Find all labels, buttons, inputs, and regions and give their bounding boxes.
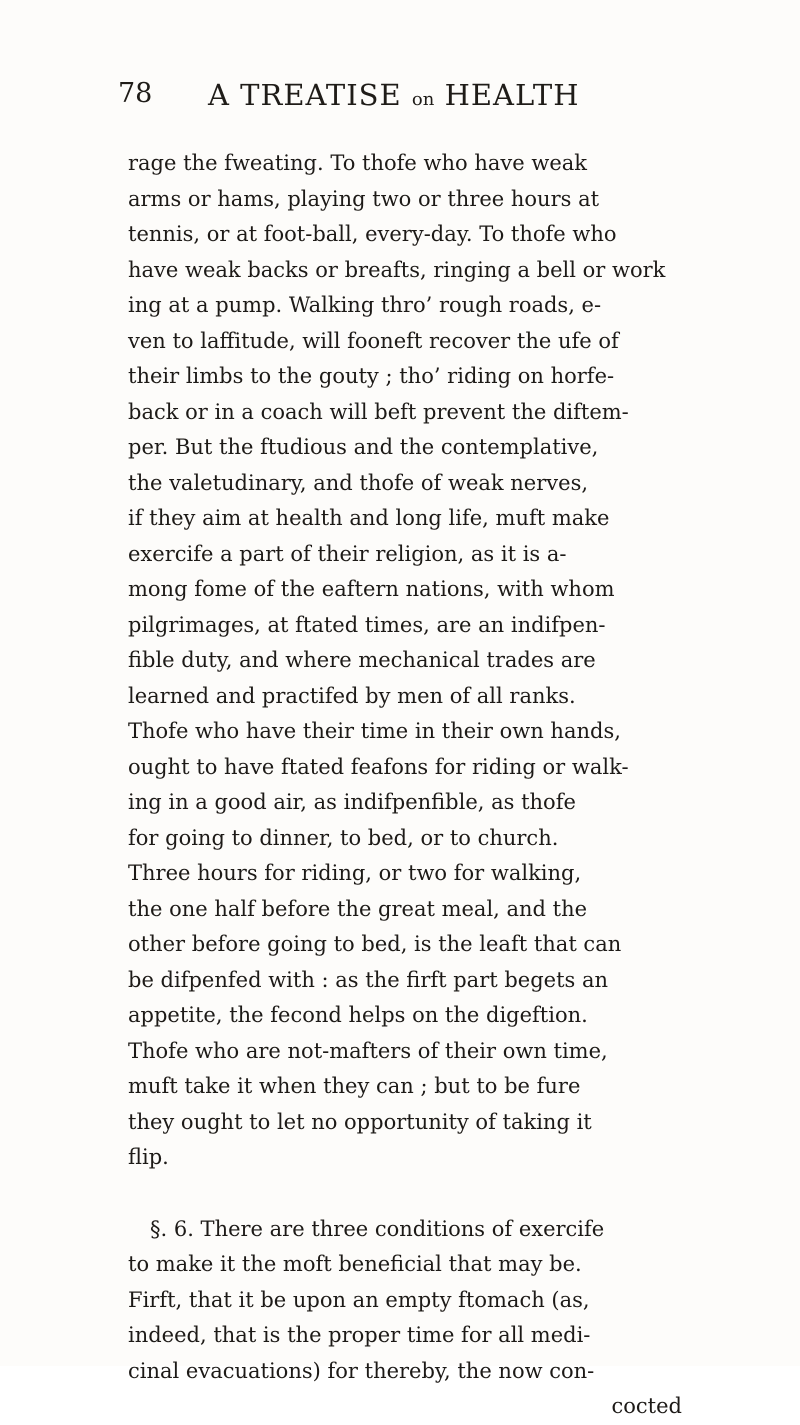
text-line: ought to have ftated feafons for riding or walk- xyxy=(128,754,629,779)
page-number: 78 xyxy=(118,78,153,109)
text-line: ven to laffitude, will fooneft recover the ufe of xyxy=(128,328,619,353)
text-line: their limbs to the gouty ; tho’ riding on horfe- xyxy=(128,364,615,388)
text-line: exercife a part of their religion, as it is a- xyxy=(128,541,567,566)
section-heading-line: §. 6. There are three conditions of exercife xyxy=(150,1216,605,1241)
text-line: mong fome of the eaftern nations, with whom xyxy=(128,577,615,601)
paragraph-gap xyxy=(128,1176,688,1212)
text-line: indeed, that is the proper time for all medi- xyxy=(128,1323,591,1347)
catchword: cocted xyxy=(611,1394,682,1418)
running-head-title: A TREATISE xyxy=(208,78,402,112)
text-line: fible duty, and where mechanical trades are xyxy=(128,648,596,672)
paragraph-2 xyxy=(128,1212,688,1425)
text-line: ing in a good air, as indifpenfible, as thofe xyxy=(128,790,576,814)
text-line: if they aim at health and long life, muft make xyxy=(128,506,610,530)
text-line: have weak backs or breafts, ringing a bell or work xyxy=(128,257,666,282)
text-line: learned and practifed by men of all ranks. xyxy=(128,683,576,708)
body-text xyxy=(128,146,688,1425)
text-line: appetite, the fecond helps on the digeftion. xyxy=(128,1003,588,1027)
text-line: per. But the ftudious and the contemplative, xyxy=(128,435,599,459)
text-line: cinal evacuations) for thereby, the now con- xyxy=(128,1358,595,1383)
text-line: for going to dinner, to bed, or to church. xyxy=(128,825,559,850)
text-line: Thofe who have their time in their own hands, xyxy=(128,719,621,743)
running-head xyxy=(208,78,580,112)
text-line: other before going to bed, is the leaft that can xyxy=(128,932,622,956)
text-line: flip. xyxy=(128,1145,169,1169)
page-header xyxy=(118,68,698,118)
text-line: arms or hams, playing two or three hours at xyxy=(128,186,600,211)
text-line: to make it the moft beneficial that may be. xyxy=(128,1252,582,1276)
running-head-on: on xyxy=(411,89,435,110)
text-line: back or in a coach will beft prevent the diftem- xyxy=(128,399,629,424)
text-line: the one half before the great meal, and the xyxy=(128,896,588,921)
text-line: pilgrimages, at ftated times, are an indifpen- xyxy=(128,612,606,637)
text-line: be difpenfed with : as the firft part begets an xyxy=(128,967,609,992)
running-head-subject: HEALTH xyxy=(444,78,580,112)
text-line: muft take it when they can ; but to be fure xyxy=(128,1074,581,1098)
text-line: tennis, or at foot-ball, every-day. To thofe who xyxy=(128,222,617,246)
text-line: the valetudinary, and thofe of weak nerves, xyxy=(128,470,589,495)
text-line: Firft, that it be upon an empty ftomach (as, xyxy=(128,1287,590,1312)
text-line: Three hours for riding, or two for walking, xyxy=(128,861,582,885)
paragraph-1 xyxy=(128,146,688,1176)
text-line: Thofe who are not-mafters of their own time, xyxy=(128,1038,608,1063)
text-line: ing at a pump. Walking thro’ rough roads, e- xyxy=(128,293,602,317)
text-line: they ought to let no opportunity of taking it xyxy=(128,1109,592,1134)
text-line: rage the fweating. To thofe who have weak xyxy=(128,151,587,175)
